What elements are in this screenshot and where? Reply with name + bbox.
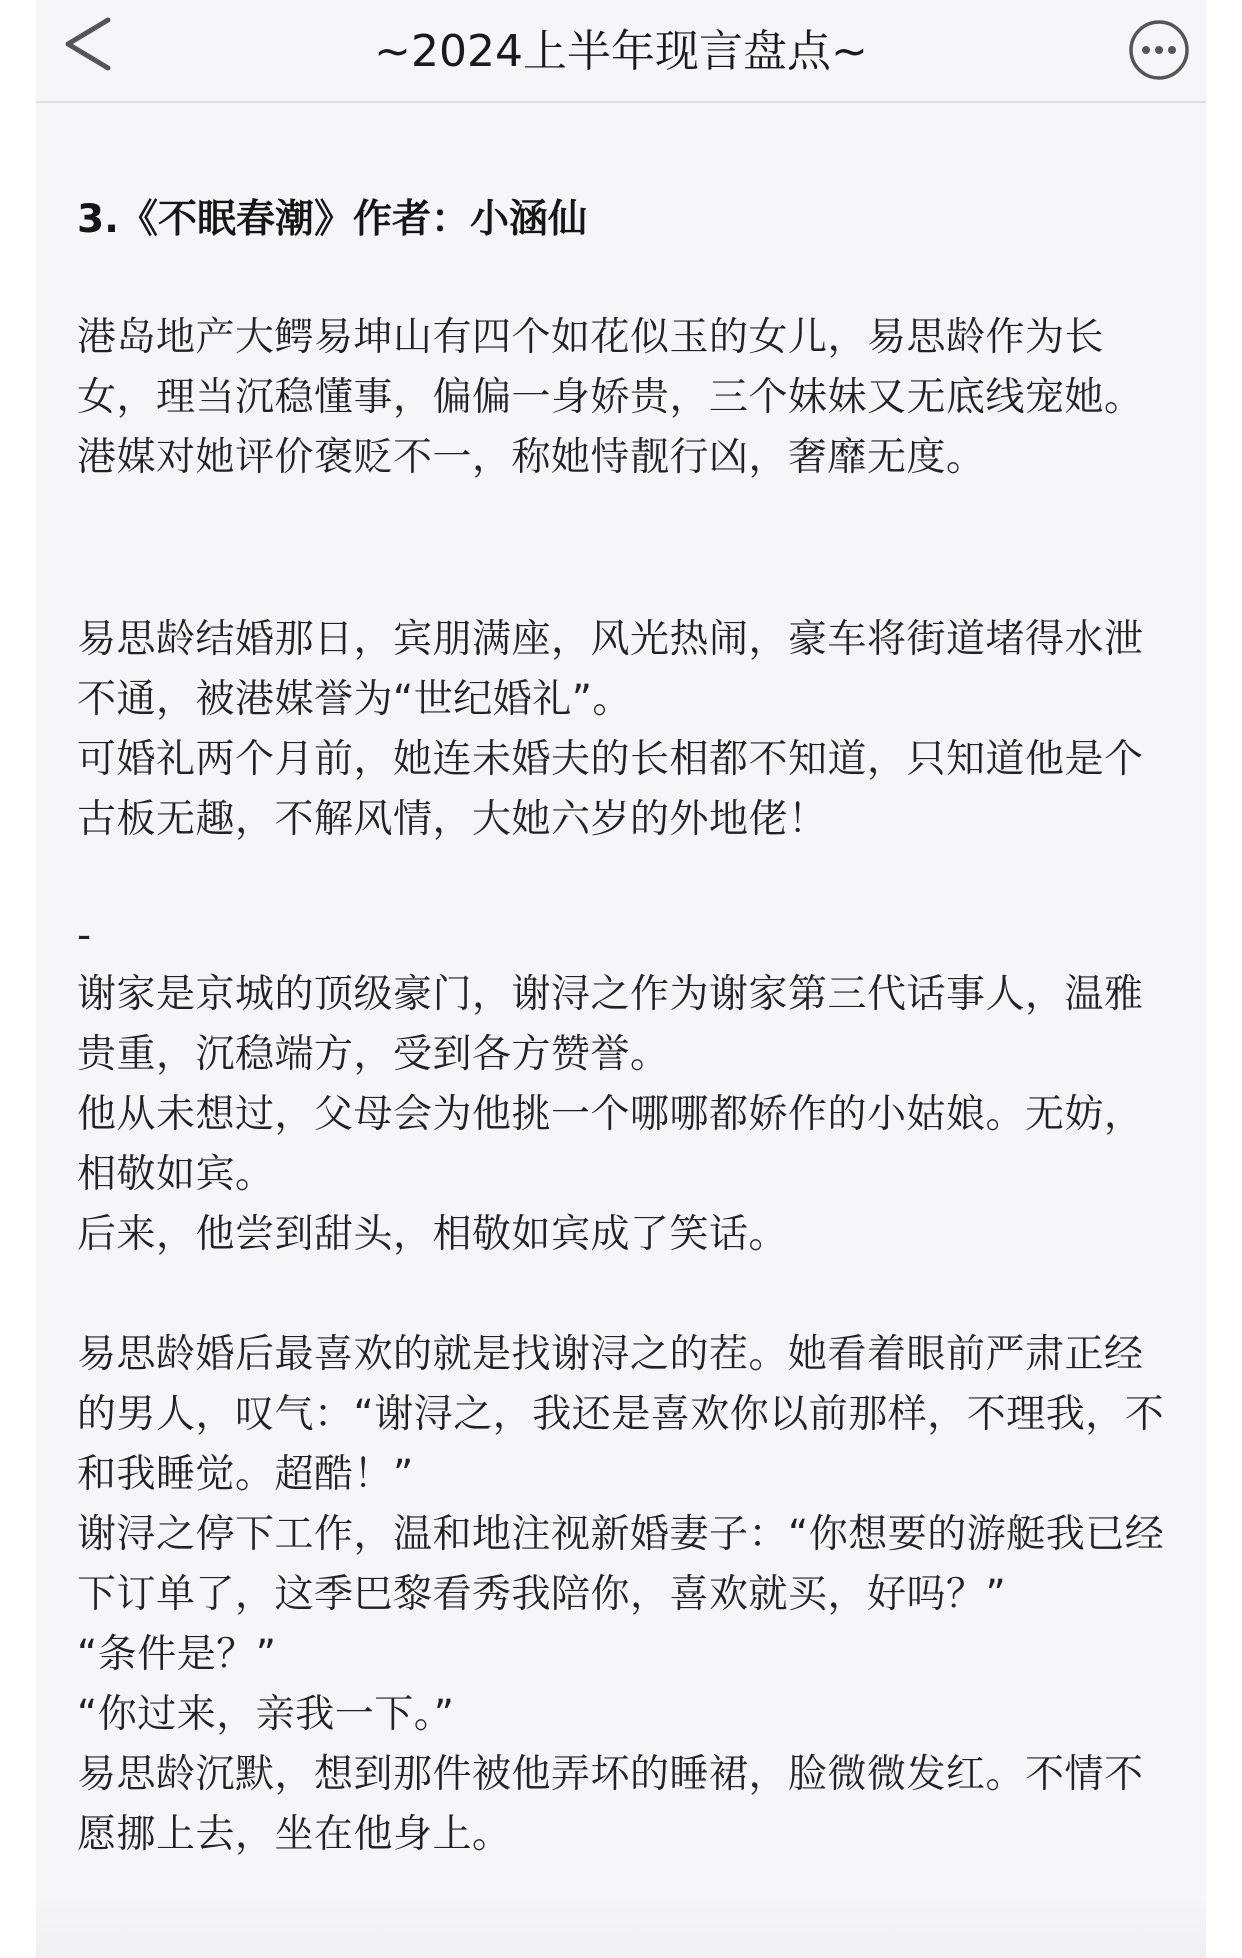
article-content <box>36 103 1206 1958</box>
ellipsis-circle-icon <box>1128 19 1190 81</box>
page-title: ~2024上半年现言盘点~ <box>374 26 868 77</box>
navigation-bar <box>36 0 1206 103</box>
article-paragraph: 港岛地产大鳄易坤山有四个如花似玉的女儿，易思龄作为长女，理当沉稳懂事，偏偏一身娇贵，三个妹妹又无底线宠她。 港媒对她评价褒贬不一，称她恃靓行凶，奢靡无度。 <box>77 315 1144 480</box>
app-screen <box>36 0 1206 1958</box>
bottom-fade <box>36 1893 1206 1958</box>
section-separator: - <box>77 913 92 958</box>
article-paragraph: 谢家是京城的顶级豪门，谢浔之作为谢家第三代话事人，温雅贵重，沉稳端方，受到各方赞誉。 他从未想过，父母会为他挑一个哪哪都娇作的小姑娘。无妨，相敬如宾。 后来，他尝到甜头，相敬如宾成了笑话。 <box>77 972 1144 1257</box>
back-button[interactable] <box>56 14 126 74</box>
article-paragraph: 易思龄结婚那日，宾朋满座，风光热闹，豪车将街道堵得水泄不通，被港媒誉为“世纪婚礼”。 可婚礼两个月前，她连未婚夫的长相都不知道，只知道他是个古板无趣，不解风情，大她六岁的外地佬！ <box>77 617 1144 842</box>
chevron-left-icon <box>56 14 126 74</box>
article-paragraph: 易思龄婚后最喜欢的就是找谢浔之的茬。她看着眼前严肃正经的男人，叹气：“谢浔之，我还是喜欢你以前那样，不理我，不和我睡觉。超酷！” 谢浔之停下工作，温和地注视新婚妻子：“你想要的游艇我已经下订单了，这季巴黎看秀我陪你，喜欢就买，好吗？” “条件是？” “你过来，亲我一下。” 易思龄沉默，想到那件被他弄坏的睡裙，脸微微发红。不情不愿挪上去，坐在他身上。 <box>77 1332 1165 1857</box>
article-heading: 3.《不眠春潮》作者：小涵仙 <box>77 197 587 242</box>
more-options-button[interactable] <box>1128 19 1190 81</box>
